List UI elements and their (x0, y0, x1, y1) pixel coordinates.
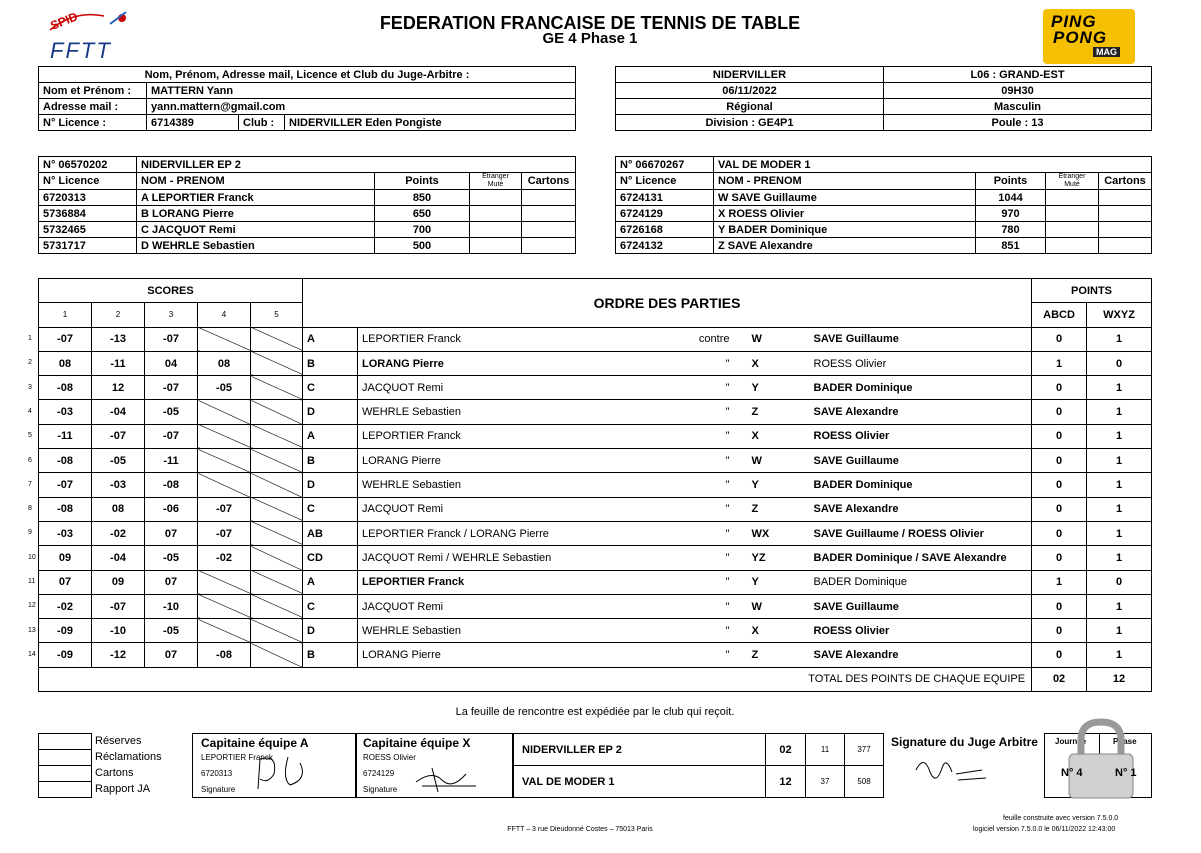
set-score: 08 (39, 351, 92, 375)
team-x-player: BADER Dominique (810, 473, 1032, 497)
team-x-letters: W (748, 594, 810, 618)
game-number: 2 (28, 359, 32, 367)
points-x: 0 (1087, 351, 1152, 375)
team-x-player: SAVE Alexandre (810, 497, 1032, 521)
set-score: -07 (145, 327, 198, 351)
team-x-player: SAVE Alexandre (810, 400, 1032, 424)
points-a: 0 (1032, 327, 1087, 351)
versus: " (638, 376, 748, 400)
set-score: -09 (39, 643, 92, 667)
team-a-player: LORANG Pierre (358, 643, 638, 667)
team-x-letters: X (748, 424, 810, 448)
set-score: -07 (92, 594, 145, 618)
team-a-player: JACQUOT Remi (358, 594, 638, 618)
version-line-2: logiciel version 7.5.0.0 le 06/11/2022 12:43:00 (973, 826, 1116, 833)
set-score: -04 (92, 546, 145, 570)
points-x: 1 (1087, 546, 1152, 570)
game-number: 6 (28, 456, 32, 464)
team-x-letters: Z (748, 400, 810, 424)
set-score: -08 (145, 473, 198, 497)
captain-x-signature (412, 764, 482, 794)
game-number: 4 (28, 407, 32, 415)
game-number: 12 (28, 602, 36, 610)
pingpong-mag-logo: PING PONG MAG (1043, 9, 1135, 64)
set-empty (198, 424, 251, 448)
set-score: -08 (198, 643, 251, 667)
versus: " (638, 521, 748, 545)
spid-text: SPID (48, 9, 80, 33)
set-score: -03 (39, 400, 92, 424)
team-a-letters: C (303, 376, 358, 400)
game-row (39, 521, 1152, 545)
game-row (39, 473, 1152, 497)
team-x-letters: Z (748, 643, 810, 667)
team-a-letters: B (303, 449, 358, 473)
points-a: 0 (1032, 424, 1087, 448)
team-x-player: BADER Dominique (810, 376, 1032, 400)
points-x: 0 (1087, 570, 1152, 594)
final-score-table: NIDERVILLER EP 2 02 11 377 VAL DE MODER 1 12 37 508 (513, 733, 884, 798)
set-empty (251, 497, 303, 521)
set-score: -05 (198, 376, 251, 400)
game-number: 7 (28, 480, 32, 488)
table-row: 6724129 X ROESS Olivier 970 (616, 206, 1152, 222)
team-x-player: SAVE Guillaume (810, 327, 1032, 351)
team-a-player: LORANG Pierre (358, 449, 638, 473)
versus: " (638, 351, 748, 375)
total-x: 12 (1087, 667, 1152, 691)
version-line-1: feuille construite avec version 7.5.0.0 (1003, 815, 1119, 822)
versus: " (638, 546, 748, 570)
team-a-player: LEPORTIER Franck (358, 424, 638, 448)
team-x-letters: Y (748, 376, 810, 400)
team-x-table: N° 06670267 VAL DE MODER 1 N° Licence NOM - PRENOM Points Etranger Muté Cartons 6724131 W SAVE Guillaume 1044 6724129 X ROESS Olivier 970 6726168 Y BADER Dominique 780 6724132 Z SAVE Alexandre 851 (615, 156, 1152, 254)
table-row: 6726168 Y BADER Dominique 780 (616, 222, 1152, 238)
game-number: 8 (28, 505, 32, 513)
team-a-player: LEPORTIER Franck (358, 327, 638, 351)
points-a: 0 (1032, 619, 1087, 643)
team-a-letters: CD (303, 546, 358, 570)
team-x-player: ROESS Olivier (810, 619, 1032, 643)
team-a-player: LEPORTIER Franck (358, 570, 638, 594)
team-x-letters: Y (748, 570, 810, 594)
versus: " (638, 594, 748, 618)
points-a: 0 (1032, 594, 1087, 618)
reclamations-label: Réclamations (95, 751, 162, 763)
team-a-player: LEPORTIER Franck / LORANG Pierre (358, 521, 638, 545)
set-score: -03 (92, 473, 145, 497)
game-number: 13 (28, 626, 36, 634)
reserves-label: Réserves (95, 735, 142, 747)
team-x-letters: WX (748, 521, 810, 545)
total-label: TOTAL DES POINTS DE CHAQUE EQUIPE (39, 667, 1032, 691)
set-empty (251, 327, 303, 351)
points-a: 0 (1032, 400, 1087, 424)
team-x-player: BADER Dominique / SAVE Alexandre (810, 546, 1032, 570)
set-empty (251, 400, 303, 424)
table-row: 5732465 C JACQUOT Remi 700 (39, 222, 576, 238)
set-score: 09 (39, 546, 92, 570)
team-a-letters: B (303, 643, 358, 667)
points-a: 1 (1032, 570, 1087, 594)
team-a-player: LORANG Pierre (358, 351, 638, 375)
set-score: -13 (92, 327, 145, 351)
points-a: 1 (1032, 351, 1087, 375)
set-score: 09 (92, 570, 145, 594)
team-x-letters: W (748, 327, 810, 351)
table-row: 5731717 D WEHRLE Sebastien 500 (39, 238, 576, 254)
set-empty (198, 327, 251, 351)
game-row (39, 619, 1152, 643)
points-x: 1 (1087, 327, 1152, 351)
page-subtitle: GE 4 Phase 1 (542, 30, 638, 47)
set-score: -10 (92, 619, 145, 643)
federation-address: FFTT – 3 rue Dieudonné Costes – 75013 Paris (507, 826, 653, 833)
set-empty (251, 376, 303, 400)
set-score: 07 (145, 643, 198, 667)
points-x: 1 (1087, 594, 1152, 618)
points-a: 0 (1032, 473, 1087, 497)
set-score: -07 (198, 497, 251, 521)
referee-table: Nom, Prénom, Adresse mail, Licence et Club du Juge-Arbitre : Nom et Prénom : MATTERN Yann Adresse mail : yann.mattern@gmail.com N° Licence : 6714389 Club : NIDERVILLER Eden Pongiste (38, 66, 576, 131)
table-row: 6724131 W SAVE Guillaume 1044 (616, 190, 1152, 206)
team-a-player: JACQUOT Remi (358, 376, 638, 400)
points-a: 0 (1032, 546, 1087, 570)
set-score: 04 (145, 351, 198, 375)
set-empty (198, 449, 251, 473)
set-score: 07 (145, 570, 198, 594)
fftt-logo (44, 8, 139, 62)
set-score: 07 (145, 521, 198, 545)
rapport-label: Rapport JA (95, 783, 151, 795)
versus: " (638, 400, 748, 424)
ja-signature-label: Signature du Juge Arbitre (891, 735, 1038, 749)
table-row: 5736884 B LORANG Pierre 650 (39, 206, 576, 222)
set-score: 08 (92, 497, 145, 521)
team-a-player: WEHRLE Sebastien (358, 473, 638, 497)
set-empty (198, 473, 251, 497)
points-x: 1 (1087, 643, 1152, 667)
points-a: 0 (1032, 449, 1087, 473)
points-x: 1 (1087, 473, 1152, 497)
set-score: -07 (145, 424, 198, 448)
table-row: 6724132 Z SAVE Alexandre 851 (616, 238, 1152, 254)
set-empty (198, 594, 251, 618)
set-empty (251, 424, 303, 448)
team-x-player: SAVE Alexandre (810, 643, 1032, 667)
set-score: -07 (92, 424, 145, 448)
set-score: -10 (145, 594, 198, 618)
set-score: -11 (39, 424, 92, 448)
set-score: -07 (198, 521, 251, 545)
set-score: -07 (145, 376, 198, 400)
set-empty (251, 521, 303, 545)
points-x: 1 (1087, 521, 1152, 545)
referee-name: MATTERN Yann (147, 83, 576, 99)
set-score: -12 (92, 643, 145, 667)
cartons-label: Cartons (95, 767, 134, 779)
game-row (39, 351, 1152, 375)
versus: " (638, 570, 748, 594)
team-x-player: BADER Dominique (810, 570, 1032, 594)
set-empty (251, 473, 303, 497)
set-empty (251, 570, 303, 594)
game-row (39, 327, 1152, 351)
set-empty (198, 619, 251, 643)
set-score: -05 (145, 619, 198, 643)
team-a-letters: D (303, 619, 358, 643)
set-score: -02 (92, 521, 145, 545)
set-score: -05 (145, 400, 198, 424)
game-number: 14 (28, 650, 36, 658)
points-a: 0 (1032, 521, 1087, 545)
team-x-letters: W (748, 449, 810, 473)
match-info-table: NIDERVILLER L06 : GRAND-EST 06/11/2022 09H30 Régional Masculin Division : GE4P1 Poule : 13 (615, 66, 1152, 131)
ja-signature (912, 750, 992, 790)
team-a-letters: C (303, 594, 358, 618)
fftt-text: FFTT (50, 38, 112, 63)
set-score: 08 (198, 351, 251, 375)
set-score: 12 (92, 376, 145, 400)
journee-phase-box: Journée Phase N° 4 N° 1 (1044, 733, 1152, 798)
team-x-letters: X (748, 351, 810, 375)
points-x: 1 (1087, 497, 1152, 521)
captain-a-box: Capitaine équipe A LEPORTIER Franck 6720313 Signature (192, 733, 356, 798)
set-empty (198, 570, 251, 594)
page-title: FEDERATION FRANCAISE DE TENNIS DE TABLE (379, 13, 801, 33)
team-a-player: JACQUOT Remi (358, 497, 638, 521)
team-a-player: JACQUOT Remi / WEHRLE Sebastien (358, 546, 638, 570)
set-score: 07 (39, 570, 92, 594)
captain-x-box: Capitaine équipe X ROESS Olivier 6724129 Signature (356, 733, 513, 798)
versus: " (638, 497, 748, 521)
team-a-player: WEHRLE Sebastien (358, 619, 638, 643)
team-x-letters: X (748, 619, 810, 643)
points-x: 1 (1087, 449, 1152, 473)
team-x-letters: Y (748, 473, 810, 497)
game-row (39, 424, 1152, 448)
set-score: -07 (39, 327, 92, 351)
points-x: 1 (1087, 376, 1152, 400)
set-empty (251, 619, 303, 643)
team-a-table: N° 06570202 NIDERVILLER EP 2 N° Licence NOM - PRENOM Points Etranger Muté Cartons 6720313 A LEPORTIER Franck 850 5736884 B LORANG Pierre 650 5732465 C JACQUOT Remi 700 5731717 D WEHRLE Sebastien 500 (38, 156, 576, 254)
set-empty (198, 400, 251, 424)
set-score: -08 (39, 376, 92, 400)
set-score: -08 (39, 449, 92, 473)
set-score: -02 (39, 594, 92, 618)
team-a-letters: B (303, 351, 358, 375)
team-x-player: SAVE Guillaume (810, 594, 1032, 618)
set-score: -02 (198, 546, 251, 570)
team-a-letters: AB (303, 521, 358, 545)
team-a-letters: A (303, 424, 358, 448)
lock-icon (1063, 716, 1139, 802)
team-x-player: SAVE Guillaume / ROESS Olivier (810, 521, 1032, 545)
team-a-letters: D (303, 473, 358, 497)
referee-mail: yann.mattern@gmail.com (147, 99, 576, 115)
table-row: 6720313 A LEPORTIER Franck 850 (39, 190, 576, 206)
captain-a-signature (248, 749, 328, 799)
set-score: -04 (92, 400, 145, 424)
versus: " (638, 449, 748, 473)
versus: " (638, 643, 748, 667)
set-empty (251, 546, 303, 570)
game-row (39, 594, 1152, 618)
set-score: -05 (92, 449, 145, 473)
set-score: -11 (92, 351, 145, 375)
team-x-player: ROESS Olivier (810, 424, 1032, 448)
results-table: SCORES ORDRE DES PARTIES POINTS 1 2 3 4 5 ABCD WXYZ -07 -13 -07 A LEPORTIER Franck contre W SAVE Guillaume 0 1 08 -11 04 08 B LORANG Pierre " X ROESS Olivier 1 0 -08 12 -07 -05 C JACQUOT Remi " Y BADER Dominique 0 1 -03 -04 -05 D WEHRLE Sebastien " Z SAVE Alexandre 0 1 -11 -07 -07 A LEPORTIER Franck " X ROESS Olivier 0 1 -08 -05 -11 B LORANG Pierre " W SAVE Guillaume 0 1 -07 -03 -08 D WEHRLE Sebastien " Y BADER Dominique 0 1 -08 08 -06 -07 C JACQUOT Remi " Z SAVE Alexandre 0 1 -03 -02 07 -07 AB LEPORTIER Franck / LORANG Pierre " WX SAVE Guillaume / ROESS Olivier 0 1 09 -04 -05 -02 CD JACQUOT Remi / WEHRLE Sebastien " YZ BADER Dominique / SAVE Alexandre 0 1 07 09 07 A LEPORTIER Franck " Y BADER Dominique 1 0 -02 -07 -10 C JACQUOT Remi " W SAVE Guillaume 0 1 -09 -10 -05 D WEHRLE Sebastien " X ROESS Olivier 0 1 -09 -12 07 -08 B LORANG Pierre " Z SAVE Alexandre 0 1 TOTAL DES POINTS DE CHAQUE EQUIPE 02 12 (38, 278, 1152, 692)
total-a: 02 (1032, 667, 1087, 691)
team-a-player: WEHRLE Sebastien (358, 400, 638, 424)
team-x-player: ROESS Olivier (810, 351, 1032, 375)
game-number: 5 (28, 432, 32, 440)
game-row (39, 376, 1152, 400)
set-score: -09 (39, 619, 92, 643)
set-empty (251, 643, 303, 667)
team-x-player: SAVE Guillaume (810, 449, 1032, 473)
points-x: 1 (1087, 400, 1152, 424)
points-a: 0 (1032, 376, 1087, 400)
team-a-letters: D (303, 400, 358, 424)
team-x-letters: Z (748, 497, 810, 521)
game-number: 9 (28, 529, 32, 537)
game-row (39, 570, 1152, 594)
game-number: 1 (28, 335, 32, 342)
versus: " (638, 619, 748, 643)
game-row (39, 449, 1152, 473)
set-score: -06 (145, 497, 198, 521)
reserves-box (38, 733, 92, 798)
versus: " (638, 473, 748, 497)
versus: contre (638, 327, 748, 351)
game-row (39, 497, 1152, 521)
set-empty (251, 449, 303, 473)
team-x-letters: YZ (748, 546, 810, 570)
set-empty (251, 594, 303, 618)
set-score: -03 (39, 521, 92, 545)
set-score: -08 (39, 497, 92, 521)
game-number: 11 (28, 578, 36, 585)
points-a: 0 (1032, 643, 1087, 667)
team-a-letters: A (303, 570, 358, 594)
versus: " (638, 424, 748, 448)
set-score: -05 (145, 546, 198, 570)
set-score: -07 (39, 473, 92, 497)
points-x: 1 (1087, 424, 1152, 448)
game-number: 3 (28, 383, 32, 391)
team-a-letters: A (303, 327, 358, 351)
game-number: 10 (28, 553, 36, 561)
game-row (39, 643, 1152, 667)
team-a-letters: C (303, 497, 358, 521)
set-empty (251, 351, 303, 375)
points-a: 0 (1032, 497, 1087, 521)
set-score: -11 (145, 449, 198, 473)
game-row (39, 546, 1152, 570)
game-row (39, 400, 1152, 424)
points-x: 1 (1087, 619, 1152, 643)
sent-note: La feuille de rencontre est expédiée par le club qui reçoit. (455, 706, 735, 718)
